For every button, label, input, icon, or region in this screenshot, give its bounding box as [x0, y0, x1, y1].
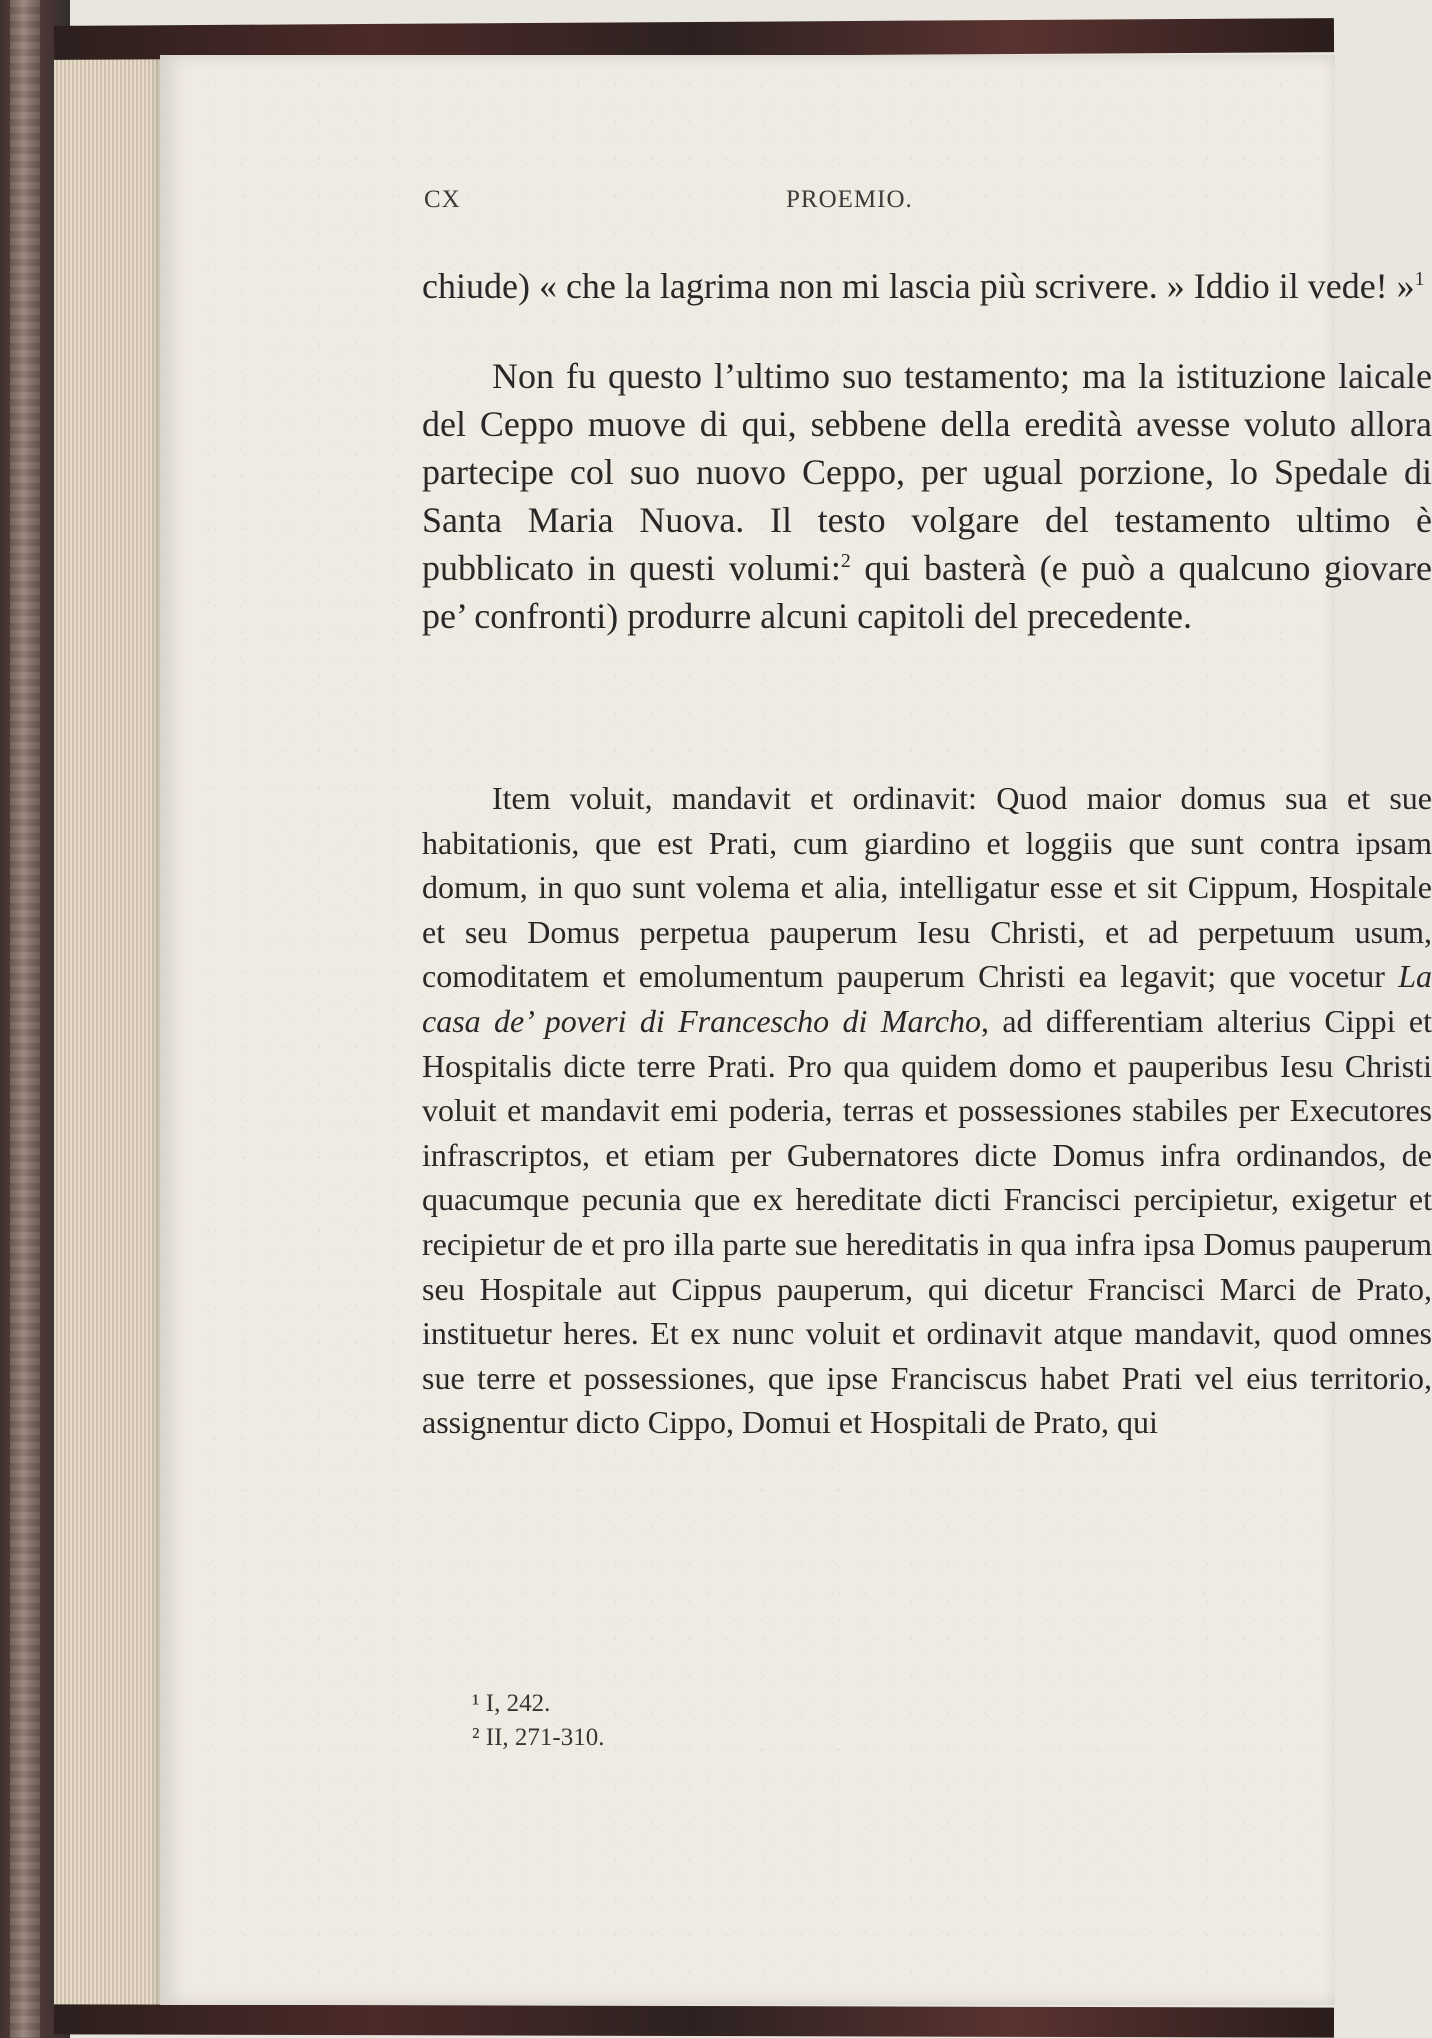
paragraph-1-text: chiude) « che la lagrima non mi lascia più scrivere. » Iddio il vede! »: [422, 266, 1415, 306]
paragraph-2-text-1: Non fu questo l’ultimo suo testamento; ma la istituzione laicale del Ceppo muove di qui, sebbene della eredità avesse voluto allora partecipe col suo nuovo Ceppo, per ugual porzione, lo Spedale di Santa Maria Nuova. Il testo volgare del testamento ultimo è pubblicato in questi volumi:: [422, 356, 1432, 588]
running-title: PROEMIO.: [786, 186, 913, 213]
page-edges: [54, 38, 164, 2023]
footnote-2: ² II, 271-310.: [472, 1724, 605, 1751]
paragraph-3-italic-title: La casa de’ poveri di Francescho di Marcho: [422, 958, 1432, 1039]
footnote-1: ¹ I, 242.: [472, 1690, 551, 1717]
paragraph-3-text-2: , ad differentiam alterius Cippi et Hospitalis dicte terre Prati. Pro qua quidem domo et pauperibus Iesu Christi voluit et mandavit emi poderia, terras et possessiones stabiles per Executores infrascriptos, et etiam per Gubernatores dicte Domus infra ordinandos, de quacumque pecunia que ex hereditate dicti Francisci percipietur, exigetur et recipietur de et pro illa parte sue hereditatis in qua infra ipsa Domus pauperum seu Hospitale aut Cippus pauperum, qui dicetur Francisci Marci de Prato, instituetur heres. Et ex nunc voluit et ordinavit atque mandavit, quod omnes sue terre et possessiones, que ipse Franciscus habet Prati vel eius territorio, assignentur dicto Cippo, Domui et Hospitali de Prato, qui: [422, 1002, 1432, 1441]
paragraph-2: [422, 352, 1432, 640]
book-binding-bottom: [54, 2004, 1334, 2037]
paragraph-3-text-1: Item voluit, mandavit et ordinavit: Quod maior domus sua et sue habitationis, que est Prati, cum giardino et loggiis que sunt contra ipsam domum, in quo sunt volema et alia, intelligatur esse et sit Cippum, Hospitale et seu Domus perpetua pauperum Iesu Christi, et ad perpetuum usum, comoditatem et emolumentum pauperum Christi ea legavit; que vocetur: [422, 780, 1432, 995]
note-ref-2: 2: [840, 550, 851, 572]
page-folio: CX: [424, 186, 461, 213]
book-binding-top: [54, 18, 1334, 60]
running-head: [262, 186, 1272, 238]
note-ref-1: 1: [1414, 268, 1425, 290]
paragraph-3: [422, 776, 1432, 1445]
paragraph-2-text-2: qui basterà (e può a qualcuno giovare pe’ confronti) produrre alcuni capitoli del precedente.: [422, 548, 1432, 636]
footnotes: [472, 1687, 604, 1755]
paragraph-1: [422, 262, 1432, 310]
page-text-block: [262, 186, 1432, 1751]
spine-strip: [10, 0, 40, 2038]
